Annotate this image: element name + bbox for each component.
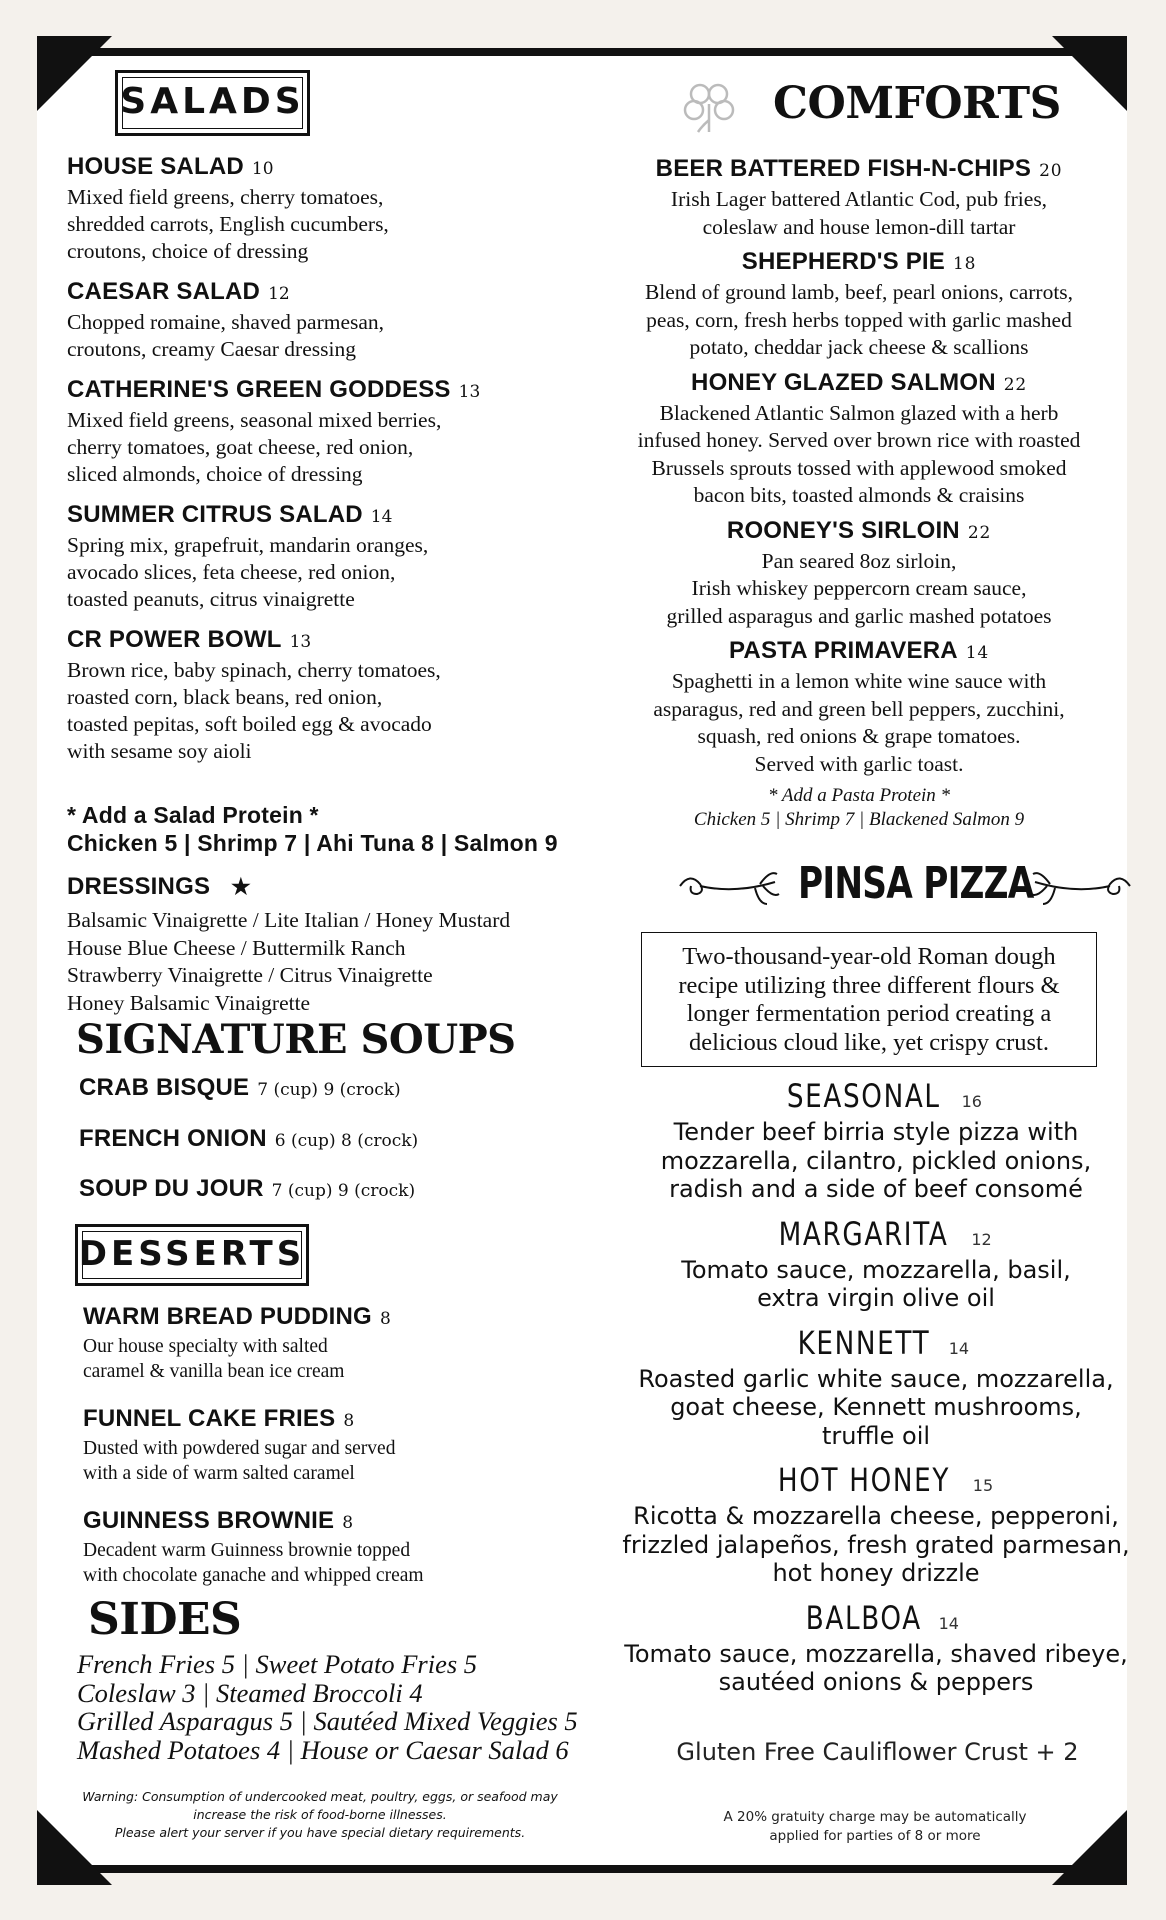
item-heading: [600, 154, 1118, 186]
item-description: Pan seared 8oz sirloin,: [761, 548, 957, 573]
item-price: 15: [972, 1476, 994, 1495]
item-description: avocado slices, feta cheese, red onion,: [67, 560, 396, 584]
item-price: 22: [1003, 374, 1027, 395]
item-description: Spring mix, grapefruit, mandarin oranges,: [67, 533, 429, 557]
menu-item: [83, 1506, 623, 1588]
item-heading: [79, 1070, 619, 1121]
item-description: sautéed onions & peppers: [718, 1668, 1034, 1696]
pinsa-intro-line: recipe utilizing three different flours &: [678, 971, 1060, 999]
item-heading: [83, 1404, 623, 1436]
item-heading: [83, 1302, 623, 1334]
item-description: frizzled jalapeños, fresh grated parmesan,: [622, 1530, 1130, 1559]
item-description: with chocolate ganache and whipped cream: [83, 1565, 424, 1586]
item-name: BALBOA: [805, 1598, 922, 1637]
salad-protein-title: * Add a Salad Protein *: [67, 802, 319, 828]
item-description: mozzarella, cilantro, pickled onions,: [660, 1146, 1092, 1175]
item-price: 14: [370, 507, 393, 527]
item-heading: [600, 636, 1118, 668]
soups-heading: SIGNATURE SOUPS: [76, 1016, 516, 1063]
pinsa-intro-line: delicious cloud like, yet crispy crust.: [689, 1028, 1049, 1056]
dressings-title-text: DRESSINGS: [67, 873, 211, 900]
item-name: SEASONAL: [786, 1077, 941, 1115]
menu-item: [67, 152, 607, 265]
menu-item: [83, 1302, 623, 1384]
item-price: 8: [343, 1411, 355, 1431]
item-description: radish and a side of beef consomé: [669, 1175, 1083, 1203]
footer-warning: [60, 1788, 580, 1842]
menu-item: [600, 516, 1118, 631]
item-description: with a side of warm salted caramel: [83, 1463, 355, 1484]
pinsa-intro-line: Two-thousand-year-old Roman dough: [682, 943, 1056, 970]
item-heading: [610, 1596, 1142, 1640]
item-description: sliced almonds, choice of dressing: [67, 462, 363, 486]
item-description: Mixed field greens, cherry tomatoes,: [67, 185, 384, 209]
menu-item: [83, 1404, 623, 1486]
warning-line: Warning: Consumption of undercooked meat, poultry, eggs, or seafood may: [82, 1789, 558, 1804]
side-line: Mashed Potatoes 4 | House or Caesar Salad 6: [77, 1734, 569, 1765]
item-price: 12: [971, 1229, 992, 1249]
item-heading: [610, 1212, 1142, 1256]
item-description: Mixed field greens, seasonal mixed berries,: [67, 408, 442, 432]
item-description: Blackened Atlantic Salmon glazed with a herb: [659, 400, 1059, 425]
item-description: Tender beef birria style pizza with: [673, 1118, 1079, 1146]
sides-list: [77, 1650, 637, 1764]
menu-item: [600, 368, 1118, 510]
dressing-line: Honey Balsamic Vinaigrette: [67, 990, 311, 1015]
item-price: 14: [948, 1338, 970, 1358]
item-name: MARGARITA: [778, 1214, 949, 1253]
pinsa-intro-box: [641, 932, 1097, 1067]
item-description: Dusted with powdered sugar and served: [83, 1438, 396, 1459]
menu-item: [600, 247, 1118, 362]
comforts-list: [600, 154, 1118, 778]
flourish-left-icon: [675, 864, 785, 910]
item-name: FRENCH ONION: [79, 1124, 267, 1152]
warning-text: [60, 1788, 580, 1824]
item-heading: [67, 625, 607, 657]
item-name: CATHERINE'S GREEN GODDESS: [67, 376, 451, 403]
comforts-heading: COMFORTS: [773, 78, 1061, 129]
item-price: 7 (cup) 9 (crock): [257, 1080, 401, 1100]
dressing-line: Strawberry Vinaigrette / Citrus Vinaigrette: [67, 963, 433, 987]
comforts-heading-row: [678, 76, 1078, 136]
item-description: Roasted garlic white sauce, mozzarella,: [638, 1364, 1114, 1393]
item-name: CRAB BISQUE: [79, 1074, 250, 1101]
item-price: 14: [965, 643, 990, 663]
shamrock-icon: [678, 76, 740, 136]
item-description: asparagus, red and green bell peppers, zucchini,: [653, 696, 1065, 721]
item-description: Brussels sprouts tossed with applewood smoked: [651, 455, 1067, 480]
item-heading: [600, 247, 1118, 279]
item-heading: [67, 375, 607, 407]
item-description: peas, corn, fresh herbs topped with garlic mashed: [646, 307, 1072, 332]
item-name: BEER BATTERED FISH-N-CHIPS: [655, 155, 1032, 182]
item-description: hot honey drizzle: [772, 1559, 980, 1587]
menu-item: [600, 636, 1118, 778]
item-name: CAESAR SALAD: [67, 278, 261, 305]
item-description: truffle oil: [821, 1421, 931, 1450]
soups-list: [79, 1070, 619, 1222]
menu-item: [67, 375, 607, 488]
pizza-item: [610, 1074, 1142, 1204]
item-description: infused honey. Served over brown rice with roasted: [637, 428, 1081, 452]
item-heading: [600, 368, 1118, 400]
item-heading: [610, 1458, 1142, 1502]
pasta-protein-title: * Add a Pasta Protein *: [767, 785, 951, 806]
item-description: Tomato sauce, mozzarella, shaved ribeye,: [624, 1639, 1128, 1668]
item-price: 22: [967, 522, 992, 543]
item-name: HOUSE SALAD: [67, 153, 244, 180]
item-description: grilled asparagus and garlic mashed potatoes: [666, 603, 1052, 628]
salads-heading: SALADS: [115, 70, 310, 136]
salads-list: [67, 152, 607, 765]
flourish-right-icon: [1025, 864, 1135, 910]
warning-line: increase the risk of food-borne illnesses.: [193, 1807, 447, 1822]
item-description: Served with garlic toast.: [754, 751, 964, 776]
item-heading: [79, 1121, 619, 1172]
item-description: Decadent warm Guinness brownie topped: [83, 1540, 411, 1561]
item-description: toasted peanuts, citrus vinaigrette: [67, 587, 355, 611]
menu-item: [600, 154, 1118, 241]
item-price: 8: [342, 1513, 354, 1533]
item-description: with sesame soy aioli: [67, 739, 252, 763]
item-price: 7 (cup) 9 (crock): [271, 1181, 416, 1201]
dressings-section: [67, 873, 627, 1017]
pizza-item: [610, 1596, 1142, 1697]
pizza-item: [610, 1321, 1142, 1451]
item-name: CR POWER BOWL: [67, 626, 282, 653]
item-description: Tomato sauce, mozzarella, basil,: [681, 1255, 1071, 1284]
item-price: 13: [458, 382, 481, 402]
item-description: toasted pepitas, soft boiled egg & avocado: [67, 712, 432, 736]
item-name: SUMMER CITRUS SALAD: [67, 501, 363, 528]
item-description: roasted corn, black beans, red onion,: [67, 685, 383, 709]
salad-protein: [67, 802, 627, 857]
dressing-line: Balsamic Vinaigrette / Lite Italian / Honey Mustard: [67, 908, 511, 932]
item-description: Chopped romaine, shaved parmesan,: [67, 310, 385, 334]
item-name: FUNNEL CAKE FRIES: [83, 1405, 336, 1432]
gratuity-note: [660, 1808, 1090, 1846]
dressings-list: [67, 907, 627, 1017]
item-description: Spaghetti in a lemon white wine sauce with: [671, 669, 1047, 693]
dressing-line: House Blue Cheese / Buttermilk Ranch: [67, 935, 406, 960]
item-price: 12: [268, 284, 290, 304]
item-description: goat cheese, Kennett mushrooms,: [670, 1393, 1082, 1421]
pinsa-heading: PINSA PIZZA: [798, 858, 1034, 909]
item-description: croutons, creamy Caesar dressing: [67, 337, 356, 361]
pinsa-intro-line: longer fermentation period creating a: [686, 1000, 1052, 1027]
item-name: GUINNESS BROWNIE: [83, 1507, 335, 1534]
item-name: SOUP DU JOUR: [79, 1175, 264, 1202]
item-description: Ricotta & mozzarella cheese, pepperoni,: [633, 1502, 1119, 1530]
item-name: SHEPHERD'S PIE: [741, 248, 945, 275]
side-line: Grilled Asparagus 5 | Sautéed Mixed Veggies 5: [77, 1706, 578, 1736]
item-name: HOT HONEY: [777, 1461, 950, 1499]
item-description: Our house specialty with salted: [83, 1336, 328, 1357]
item-description: cherry tomatoes, goat cheese, red onion,: [67, 435, 414, 459]
item-name: ROONEY'S SIRLOIN: [726, 516, 960, 544]
item-description: Irish whiskey peppercorn cream sauce,: [691, 576, 1027, 600]
item-description: Brown rice, baby spinach, cherry tomatoes,: [67, 658, 441, 682]
side-line: French Fries 5 | Sweet Potato Fries 5: [77, 1649, 478, 1679]
item-name: KENNETT: [797, 1323, 931, 1362]
side-line: Coleslaw 3 | Steamed Broccoli 4: [77, 1677, 423, 1708]
menu-item: [67, 500, 607, 613]
salad-protein-options: Chicken 5 | Shrimp 7 | Ahi Tuna 8 | Salmon 9: [67, 830, 558, 856]
item-heading: [67, 152, 607, 184]
desserts-heading: DESSERTS: [75, 1224, 309, 1286]
corner-ornament: [37, 36, 112, 111]
item-price: 13: [289, 632, 312, 652]
item-price: 18: [953, 254, 977, 274]
alert-text: Please alert your server if you have special dietary requirements.: [114, 1825, 526, 1840]
pizza-item: [610, 1212, 1142, 1313]
item-heading: [83, 1506, 623, 1538]
item-description: extra virgin olive oil: [757, 1284, 995, 1312]
pinsa-list: [610, 1074, 1142, 1697]
item-heading: [79, 1171, 619, 1222]
item-description: bacon bits, toasted almonds & craisins: [693, 483, 1025, 507]
menu-item: [67, 277, 607, 363]
gluten-free-note: Gluten Free Cauliflower Crust + 2: [676, 1738, 1079, 1766]
item-price: 20: [1039, 161, 1063, 181]
item-price: 16: [961, 1092, 982, 1111]
pinsa-heading-row: [675, 858, 1135, 918]
item-description: caramel & vanilla bean ice cream: [83, 1361, 345, 1382]
item-name: PASTA PRIMAVERA: [728, 637, 958, 664]
item-price: 10: [251, 159, 274, 179]
item-heading: [67, 277, 607, 309]
item-name: WARM BREAD PUDDING: [83, 1303, 372, 1330]
pasta-protein: [600, 784, 1118, 832]
item-price: 8: [379, 1309, 391, 1329]
item-price: 6 (cup) 8 (crock): [274, 1130, 419, 1151]
item-price: 14: [938, 1613, 959, 1633]
item-description: croutons, choice of dressing: [67, 239, 309, 263]
item-description: potato, cheddar jack cheese & scallions: [689, 335, 1029, 359]
item-heading: [610, 1074, 1142, 1118]
star-icon: ★: [231, 874, 251, 899]
dressings-title: [67, 873, 627, 901]
sides-heading: SIDES: [88, 1594, 242, 1645]
gratuity-line: A 20% gratuity charge may be automatically: [723, 1809, 1027, 1825]
gratuity-line: applied for parties of 8 or more: [769, 1828, 981, 1844]
pasta-protein-options: Chicken 5 | Shrimp 7 | Blackened Salmon 9: [693, 809, 1025, 830]
pizza-item: [610, 1458, 1142, 1588]
desserts-list: [83, 1302, 623, 1588]
item-description: Irish Lager battered Atlantic Cod, pub fries,: [670, 187, 1048, 211]
item-heading: [600, 516, 1118, 548]
menu-item: [67, 625, 607, 765]
item-name: HONEY GLAZED SALMON: [691, 368, 996, 396]
item-description: coleslaw and house lemon-dill tartar: [702, 214, 1016, 239]
item-description: shredded carrots, English cucumbers,: [67, 212, 389, 236]
item-heading: [610, 1321, 1142, 1365]
item-description: Blend of ground lamb, beef, pearl onions, carrots,: [644, 280, 1074, 304]
item-description: squash, red onions & grape tomatoes.: [697, 724, 1021, 748]
item-heading: [67, 500, 607, 532]
